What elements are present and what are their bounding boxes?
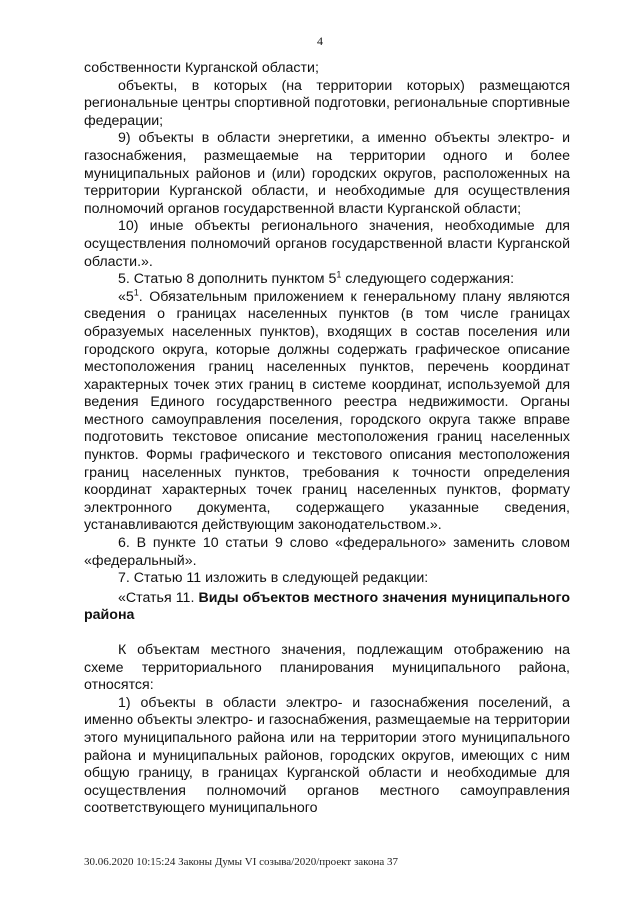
clause-number: «5 <box>118 288 134 305</box>
paragraph-intro: К объектам местного значения, подлежащим отображению на схеме территориального планирования муниципального района, относятся: <box>84 642 570 694</box>
paragraph-item-10: 10) иные объекты регионального значения, необходимые для осуществления полномочий органов государственной власти Курганской области.». <box>84 218 570 270</box>
article-number: «Статья 11. <box>118 589 199 606</box>
paragraph-item-9: 9) объекты в области энергетики, а именно объекты электро- и газоснабжения, размещаемые на территории одного и более муниципальных районов и (или) городских округов, расположенных на территории Курганской области, и необходимые для осуществления полномочий органов государственной власти Курганской области; <box>84 130 570 217</box>
paragraph-amendment-5 <box>84 271 570 289</box>
superscript: 1 <box>133 286 139 297</box>
document-body <box>84 60 570 818</box>
amendment-text: следующего содержания: <box>341 271 515 288</box>
amendment-text: 5. Статью 8 дополнить пунктом 5 <box>118 271 337 288</box>
article-title: Виды объектов местного значения муниципального района <box>84 589 570 624</box>
paragraph: объекты, в которых (на территории которых) размещаются региональные центры спортивной подготовки, региональные спортивные федерации; <box>84 77 570 129</box>
footer-stamp: 30.06.2020 10:15:24 Законы Думы VI созыва/2020/проект закона 37 <box>84 856 398 868</box>
clause-text: . Обязательным приложением к генеральному плану являются сведения о границах населенных пунктов (в том числе границах образуемых населенных пунктов), входящих в состав поселения или городского округа, которые должны содержать графическое описание местоположения границ населенных пунктов, перечень координат характерных точек этих границ в системе координат, используемой для ведения Единого государственного реестра недвижимости. Органы местного самоуправления поселения, городского округа также вправе подготовить текстовое описание местоположения границ населенных пунктов. Формы графического и текстового описания местоположения границ населенных пунктов, требования к точности определения координат характерных точек границ населенных пунктов, формату электронного документа, содержащего указанные сведения, устанавливаются действующим законодательством.». <box>84 288 570 534</box>
page-number: 4 <box>317 34 323 48</box>
article-heading <box>84 590 570 625</box>
paragraph-amendment-7: 7. Статью 11 изложить в следующей редакции: <box>118 570 429 587</box>
paragraph-clause-5-1 <box>84 286 570 535</box>
paragraph-item-1: 1) объекты в области электро- и газоснабжения поселений, а именно объекты электро- и газоснабжения, размещаемые на территории этого муниципального района или на территории этого муниципального района и муниципальных районов, городских округов, имеющих с ним общую границу, в границах Курганской области и необходимые для осуществления полномочий органов местного самоуправления соответствующего муниципального <box>84 694 570 817</box>
spacer <box>84 625 570 642</box>
superscript: 1 <box>336 269 342 280</box>
paragraph: собственности Курганской области; <box>84 60 319 76</box>
paragraph-amendment-6: 6. В пункте 10 статьи 9 слово «федерального» заменить словом «федеральный». <box>84 535 570 569</box>
